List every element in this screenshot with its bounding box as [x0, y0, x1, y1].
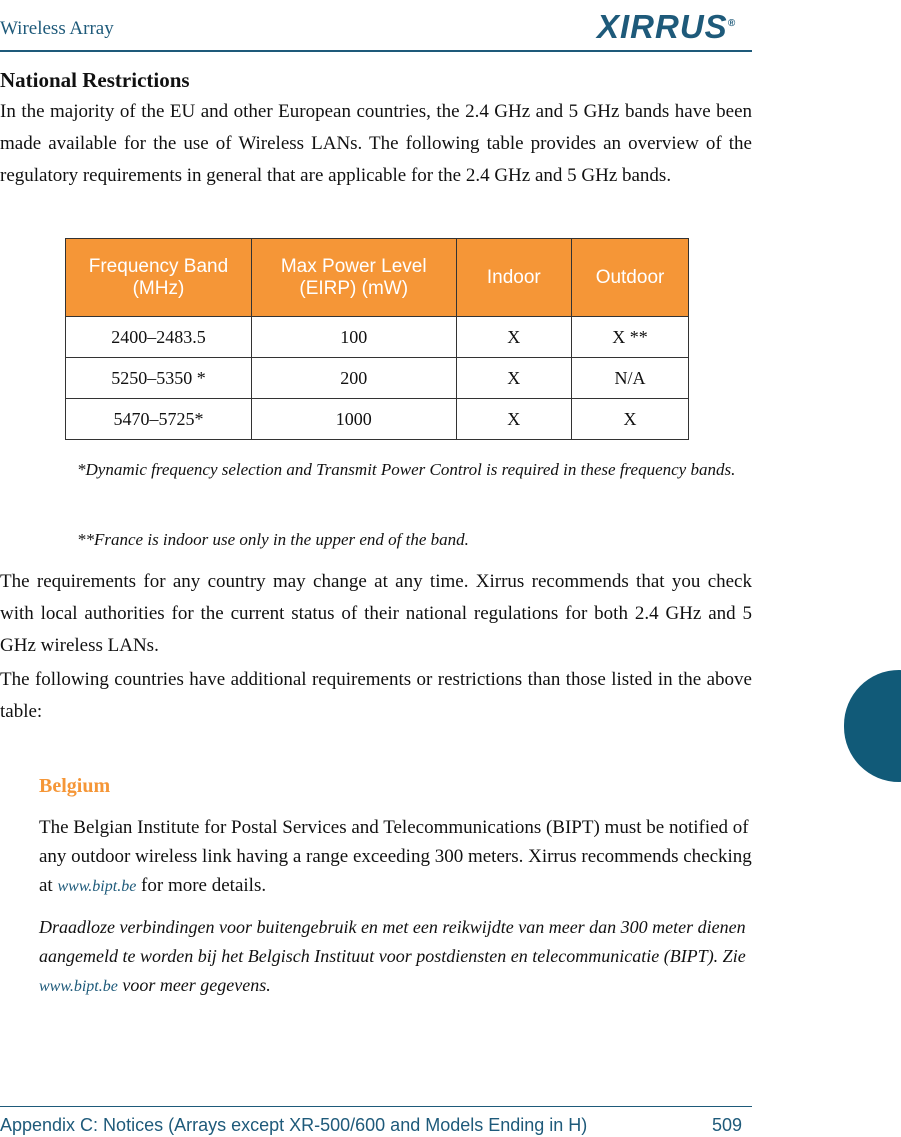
logo-text: XIRRUS — [597, 8, 728, 45]
section-heading: National Restrictions — [0, 68, 190, 92]
cell-outdoor: X ** — [572, 317, 689, 358]
running-header-title: Wireless Array — [0, 18, 114, 39]
cell-indoor: X — [456, 317, 572, 358]
cell-frequency: 5250–5350 * — [66, 358, 252, 399]
header-rule — [0, 50, 752, 52]
header-frequency-band: Frequency Band (MHz) — [66, 239, 252, 317]
page-number: 509 — [712, 1115, 743, 1135]
intro-paragraph: In the majority of the EU and other European countries, the 2.4 GHz and 5 GHz bands have been made available for the use of Wireless LANs. The following table provides an overview of the regulatory requirements in general that are applicable for the 2.4 GHz and 5 GHz bands. — [0, 101, 752, 186]
cell-outdoor: X — [572, 399, 689, 440]
belgium-text-en: The Belgian Institute for Postal Services and Telecommunications (BIPT) must be notified of any outdoor wireless link having a range exceeding 300 meters. Xirrus recommends checking at — [39, 817, 752, 896]
cell-indoor: X — [456, 399, 572, 440]
belgium-paragraph-nl — [39, 913, 752, 1001]
footnote-france: **France is indoor use only in the upper end of the band. — [77, 530, 469, 549]
cell-power: 200 — [251, 358, 456, 399]
footer-rule — [0, 1106, 752, 1107]
belgium-paragraph-en — [39, 813, 752, 901]
table-row — [66, 317, 689, 358]
table-header-row — [66, 239, 689, 317]
footer-text: Appendix C: Notices (Arrays except XR-500/600 and Models Ending in H) — [0, 1115, 588, 1135]
header-indoor: Indoor — [456, 239, 572, 317]
cell-frequency: 2400–2483.5 — [66, 317, 252, 358]
bipt-link-nl[interactable]: www.bipt.be — [39, 978, 118, 995]
table-row — [66, 399, 689, 440]
requirements-paragraph: The requirements for any country may change at any time. Xirrus recommends that you check with local authorities for the current status of their national regulations for both 2.4 GHz and 5 GHz wireless LANs. — [0, 571, 752, 656]
cell-indoor: X — [456, 358, 572, 399]
xirrus-logo — [597, 8, 736, 46]
bipt-link[interactable]: www.bipt.be — [57, 878, 137, 895]
table-row — [66, 358, 689, 399]
belgium-text-nl: Draadloze verbindingen voor buitengebruik en met een reikwijdte van meer dan 300 meter dienen aangemeld te worden bij het Belgisch Instituut voor postdiensten en telecommunicatie (BIPT). Zie — [39, 917, 746, 966]
cell-frequency: 5470–5725* — [66, 399, 252, 440]
belgium-heading: Belgium — [39, 775, 111, 797]
cell-power: 100 — [251, 317, 456, 358]
belgium-text-en-end: for more details. — [136, 875, 267, 896]
registered-mark: ® — [727, 18, 737, 29]
countries-paragraph: The following countries have additional requirements or restrictions than those listed in the above table: — [0, 669, 752, 722]
cell-outdoor: N/A — [572, 358, 689, 399]
belgium-text-nl-end: voor meer gegevens. — [117, 975, 271, 995]
cell-power: 1000 — [251, 399, 456, 440]
header-outdoor: Outdoor — [572, 239, 689, 317]
chapter-tab-marker — [844, 670, 901, 782]
footnote-dfs: *Dynamic frequency selection and Transmit Power Control is required in these frequency bands. — [77, 460, 736, 479]
regulatory-table — [65, 238, 689, 440]
header-max-power: Max Power Level (EIRP) (mW) — [251, 239, 456, 317]
